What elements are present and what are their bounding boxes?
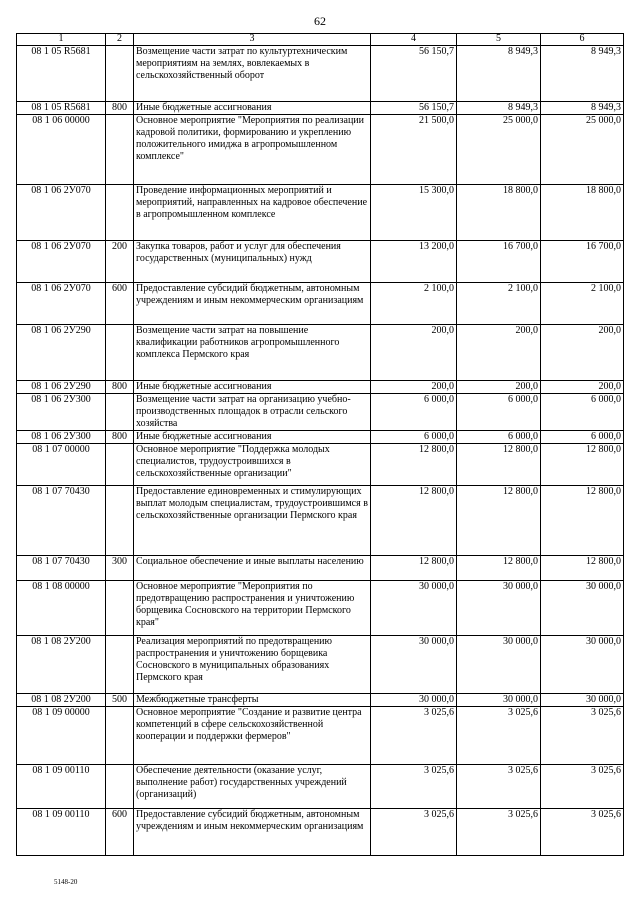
- cell-v5: 16 700,0: [457, 241, 541, 283]
- table-row: [17, 581, 624, 636]
- table-row: [17, 185, 624, 241]
- cell-v6: 200,0: [541, 381, 624, 394]
- cell-v5: 8 949,3: [457, 46, 541, 102]
- table-row: [17, 636, 624, 694]
- cell-code: 08 1 06 2У290: [17, 325, 106, 381]
- cell-vr: [106, 185, 134, 241]
- cell-v5: 30 000,0: [457, 636, 541, 694]
- cell-name: Иные бюджетные ассигнования: [134, 102, 371, 115]
- cell-v6: 30 000,0: [541, 694, 624, 707]
- cell-vr: [106, 765, 134, 809]
- table-row: [17, 241, 624, 283]
- cell-vr: 800: [106, 102, 134, 115]
- cell-v4: 30 000,0: [371, 581, 457, 636]
- cell-code: 08 1 09 00110: [17, 765, 106, 809]
- cell-name: Возмещение части затрат на повышение квалификации работников агропромышленного комплекса Пермского края: [134, 325, 371, 381]
- cell-v5: 30 000,0: [457, 694, 541, 707]
- table-row: [17, 381, 624, 394]
- cell-v5: 3 025,6: [457, 707, 541, 765]
- cell-code: 08 1 09 00110: [17, 809, 106, 856]
- cell-name: Реализация мероприятий по предотвращению распространения и уничтожению борщевика Сосновского в муниципальных образованиях Пермского края: [134, 636, 371, 694]
- cell-name: Иные бюджетные ассигнования: [134, 381, 371, 394]
- cell-code: 08 1 06 2У070: [17, 241, 106, 283]
- table-row: [17, 809, 624, 856]
- cell-name: Основное мероприятие "Поддержка молодых специалистов, трудоустроившихся в сельскохозяйственные организации": [134, 444, 371, 486]
- cell-v5: 3 025,6: [457, 809, 541, 856]
- cell-v4: 56 150,7: [371, 46, 457, 102]
- column-header: 6: [541, 34, 624, 46]
- cell-vr: 200: [106, 241, 134, 283]
- cell-vr: 600: [106, 809, 134, 856]
- cell-v6: 6 000,0: [541, 394, 624, 431]
- column-header: 2: [106, 34, 134, 46]
- cell-code: 08 1 09 00000: [17, 707, 106, 765]
- cell-v6: 3 025,6: [541, 707, 624, 765]
- cell-v5: 2 100,0: [457, 283, 541, 325]
- cell-v6: 6 000,0: [541, 431, 624, 444]
- cell-v5: 25 000,0: [457, 115, 541, 185]
- cell-name: Основное мероприятие "Мероприятия по реализации кадровой политики, формированию и укреплению положительного имиджа в агропромышленном комплексе": [134, 115, 371, 185]
- cell-code: 08 1 06 2У300: [17, 431, 106, 444]
- cell-name: Межбюджетные трансферты: [134, 694, 371, 707]
- cell-v6: 3 025,6: [541, 765, 624, 809]
- cell-v4: 13 200,0: [371, 241, 457, 283]
- cell-v5: 30 000,0: [457, 581, 541, 636]
- cell-v4: 12 800,0: [371, 444, 457, 486]
- cell-v5: 200,0: [457, 381, 541, 394]
- table-row: [17, 325, 624, 381]
- cell-v4: 56 150,7: [371, 102, 457, 115]
- cell-code: 08 1 06 00000: [17, 115, 106, 185]
- cell-code: 08 1 06 2У070: [17, 185, 106, 241]
- table-row: [17, 707, 624, 765]
- cell-vr: [106, 115, 134, 185]
- cell-code: 08 1 06 2У300: [17, 394, 106, 431]
- cell-v6: 3 025,6: [541, 809, 624, 856]
- cell-vr: [106, 636, 134, 694]
- cell-v6: 12 800,0: [541, 444, 624, 486]
- cell-name: Предоставление единовременных и стимулирующих выплат молодым специалистам, трудоустроившимся в сельскохозяйственные организации Пермского края: [134, 486, 371, 556]
- table-body: [17, 46, 624, 856]
- table-row: [17, 394, 624, 431]
- cell-v5: 6 000,0: [457, 431, 541, 444]
- cell-vr: [106, 325, 134, 381]
- cell-v4: 21 500,0: [371, 115, 457, 185]
- cell-vr: [106, 444, 134, 486]
- cell-v4: 6 000,0: [371, 394, 457, 431]
- cell-code: 08 1 07 70430: [17, 486, 106, 556]
- cell-vr: [106, 394, 134, 431]
- cell-name: Социальное обеспечение и иные выплаты населению: [134, 556, 371, 581]
- cell-name: Обеспечение деятельности (оказание услуг, выполнение работ) государственных учреждений (организаций): [134, 765, 371, 809]
- cell-v5: 12 800,0: [457, 556, 541, 581]
- cell-v4: 3 025,6: [371, 707, 457, 765]
- table-row: [17, 765, 624, 809]
- cell-v4: 200,0: [371, 325, 457, 381]
- cell-v4: 30 000,0: [371, 694, 457, 707]
- cell-name: Возмещение части затрат по культуртехническим мероприятиям на землях, вовлекаемых в сельскохозяйственный оборот: [134, 46, 371, 102]
- cell-code: 08 1 05 R5681: [17, 102, 106, 115]
- cell-code: 08 1 08 00000: [17, 581, 106, 636]
- cell-name: Предоставление субсидий бюджетным, автономным учреждениям и иным некоммерческим организациям: [134, 809, 371, 856]
- column-header: 3: [134, 34, 371, 46]
- cell-vr: 500: [106, 694, 134, 707]
- table-row: [17, 444, 624, 486]
- table-row: [17, 556, 624, 581]
- cell-v4: 6 000,0: [371, 431, 457, 444]
- cell-vr: [106, 46, 134, 102]
- column-header: 1: [17, 34, 106, 46]
- cell-code: 08 1 07 00000: [17, 444, 106, 486]
- cell-vr: 800: [106, 431, 134, 444]
- cell-v4: 12 800,0: [371, 486, 457, 556]
- table-row: [17, 115, 624, 185]
- cell-vr: 600: [106, 283, 134, 325]
- cell-v5: 12 800,0: [457, 486, 541, 556]
- table-header-row: [17, 34, 624, 46]
- cell-name: Проведение информационных мероприятий и мероприятий, направленных на кадровое обеспечение в агропромышленном комплексе: [134, 185, 371, 241]
- cell-vr: 800: [106, 381, 134, 394]
- document-footer-code: 5148-20: [54, 878, 78, 886]
- cell-v4: 15 300,0: [371, 185, 457, 241]
- cell-v6: 8 949,3: [541, 102, 624, 115]
- cell-v4: 200,0: [371, 381, 457, 394]
- cell-code: 08 1 07 70430: [17, 556, 106, 581]
- cell-v4: 30 000,0: [371, 636, 457, 694]
- cell-name: Иные бюджетные ассигнования: [134, 431, 371, 444]
- cell-name: Основное мероприятие "Мероприятия по предотвращению распространения и уничтожению борщевика Сосновского на территории Пермского края": [134, 581, 371, 636]
- table-row: [17, 46, 624, 102]
- cell-v5: 6 000,0: [457, 394, 541, 431]
- cell-v6: 18 800,0: [541, 185, 624, 241]
- cell-v5: 3 025,6: [457, 765, 541, 809]
- cell-v6: 12 800,0: [541, 486, 624, 556]
- cell-v6: 12 800,0: [541, 556, 624, 581]
- table-row: [17, 102, 624, 115]
- cell-v4: 2 100,0: [371, 283, 457, 325]
- cell-name: Закупка товаров, работ и услуг для обеспечения государственных (муниципальных) нужд: [134, 241, 371, 283]
- cell-v6: 30 000,0: [541, 581, 624, 636]
- cell-code: 08 1 08 2У200: [17, 636, 106, 694]
- cell-v5: 18 800,0: [457, 185, 541, 241]
- cell-v4: 12 800,0: [371, 556, 457, 581]
- cell-code: 08 1 08 2У200: [17, 694, 106, 707]
- cell-code: 08 1 06 2У070: [17, 283, 106, 325]
- page-number: 62: [314, 14, 326, 28]
- cell-code: 08 1 05 R5681: [17, 46, 106, 102]
- cell-v5: 8 949,3: [457, 102, 541, 115]
- cell-vr: [106, 486, 134, 556]
- cell-name: Предоставление субсидий бюджетным, автономным учреждениям и иным некоммерческим организациям: [134, 283, 371, 325]
- cell-vr: [106, 707, 134, 765]
- cell-v6: 2 100,0: [541, 283, 624, 325]
- cell-v6: 30 000,0: [541, 636, 624, 694]
- column-header: 4: [371, 34, 457, 46]
- cell-code: 08 1 06 2У290: [17, 381, 106, 394]
- cell-v6: 8 949,3: [541, 46, 624, 102]
- cell-v6: 25 000,0: [541, 115, 624, 185]
- table-row: [17, 694, 624, 707]
- cell-v6: 200,0: [541, 325, 624, 381]
- cell-v6: 16 700,0: [541, 241, 624, 283]
- table-row: [17, 431, 624, 444]
- cell-vr: [106, 581, 134, 636]
- cell-name: Возмещение части затрат на организацию учебно-производственных площадок в отрасли сельского хозяйства: [134, 394, 371, 431]
- table-row: [17, 283, 624, 325]
- budget-table: [16, 33, 624, 856]
- cell-vr: 300: [106, 556, 134, 581]
- cell-v4: 3 025,6: [371, 765, 457, 809]
- cell-v5: 200,0: [457, 325, 541, 381]
- column-header: 5: [457, 34, 541, 46]
- table-row: [17, 486, 624, 556]
- cell-v4: 3 025,6: [371, 809, 457, 856]
- cell-v5: 12 800,0: [457, 444, 541, 486]
- cell-name: Основное мероприятие "Создание и развитие центра компетенций в сфере сельскохозяйственной кооперации и поддержки фермеров": [134, 707, 371, 765]
